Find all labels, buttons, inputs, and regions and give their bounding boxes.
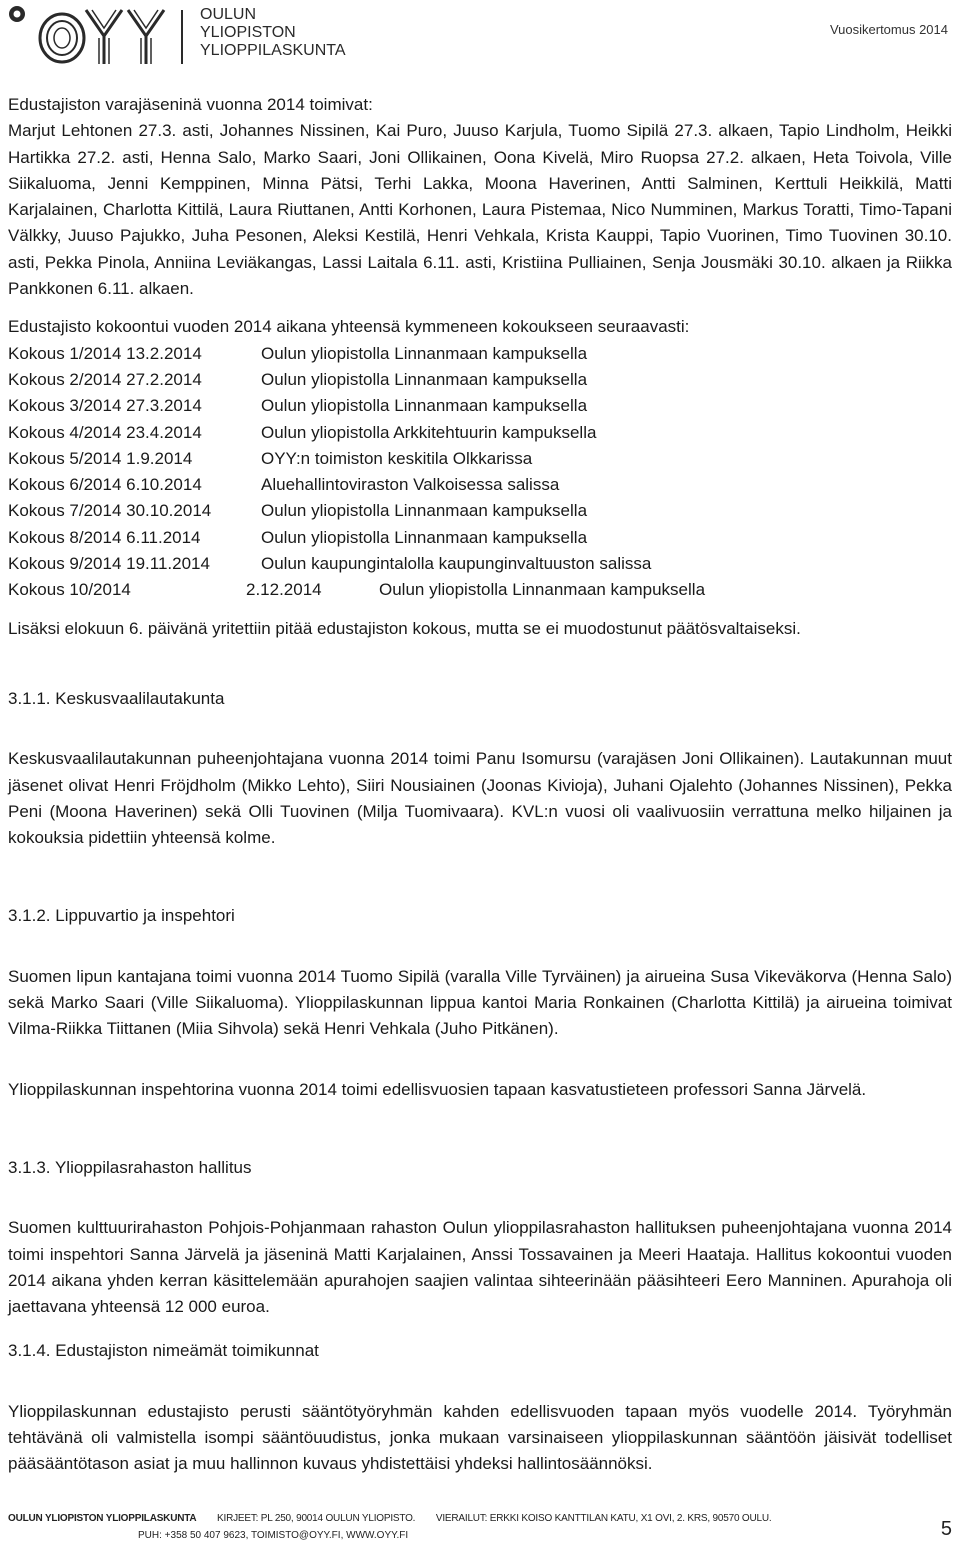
section-3-1-1-text: Keskusvaalilautakunnan puheenjohtajana vuonna 2014 toimi Panu Isomursu (varajäsen Joni Ollikainen). Lautakunnan muut jäsenet olivat Henri Fröjdholm (Mikko Lehto), Siiri Nousiainen (Joonas Kivioja), Juhani Ojalehto (Johannes Nissinen), Pekka Peni (Moona Haverinen) sekä Olli Tuovinen (Milja Tuomivaara). KVL:n vuosi oli vaalivuosiin verrattuna melko hiljainen ja kokouksia pidettiin yhteensä kolme. <box>8 749 952 848</box>
organization-name <box>200 6 346 60</box>
meeting-date: Kokous 8/2014 6.11.2014 <box>8 527 201 547</box>
page-number: 5 <box>940 1518 952 1540</box>
meeting-row <box>8 551 952 577</box>
footer-org-name: OULUN YLIOPISTON YLIOPPILASKUNTA <box>8 1513 197 1524</box>
meeting-date: Kokous 2/2014 27.2.2014 <box>8 369 202 389</box>
section-3-1-2-text-1: Suomen lipun kantajana toimi vuonna 2014 Tuomo Sipilä (varalla Ville Tyrväinen) ja airueina Susa Vikeväkorva (Henna Salo) sekä Marko Saari (Ville Siikaluoma). Ylioppilaskunnan lippua kantoi Maria Ronkainen (Charlotta Kittilä) ja airueina toimivat Vilma-Riikka Tiittanen (Miia Sihvola) sekä Henri Vehkala (Juho Pitkänen). <box>8 966 952 1039</box>
meeting-date: Kokous 5/2014 1.9.2014 <box>8 448 193 468</box>
meeting-row <box>8 472 952 498</box>
meeting-date: Kokous 4/2014 23.4.2014 <box>8 422 202 442</box>
meeting-place: Oulun yliopistolla Linnanmaan kampuksella <box>379 580 706 600</box>
meeting-date: 2.12.2014 <box>246 580 322 600</box>
section-3-1-1-heading: 3.1.1. Keskusvaalilautakunta <box>8 688 225 708</box>
meeting-row <box>8 446 952 472</box>
org-name-line-3: YLIOPPILASKUNTA <box>200 42 346 59</box>
section-3-1-4-heading: 3.1.4. Edustajiston nimeämät toimikunnat <box>8 1341 319 1361</box>
meeting-row <box>8 393 952 419</box>
section-3-1-2-text-2: Ylioppilaskunnan inspehtorina vuonna 2014 toimi edellisvuosien tapaan kasvatustieteen professori Sanna Järvelä. <box>8 1079 867 1099</box>
meeting-row <box>8 525 952 551</box>
page-footer <box>8 1513 952 1541</box>
meeting-place: Oulun kaupungintalolla kaupunginvaltuuston salissa <box>261 554 652 574</box>
meeting-row-last <box>8 577 952 603</box>
meetings-list <box>8 341 952 604</box>
section-3-1-3-heading: 3.1.3. Ylioppilasrahaston hallitus <box>8 1157 252 1177</box>
footer-contact: PUH: +358 50 407 9623, TOIMISTO@OYY.FI, WWW.OYY.FI <box>138 1530 409 1541</box>
meetings-intro: Edustajisto kokoontui vuoden 2014 aikana yhteensä kymmeneen kokoukseen seuraavasti: <box>8 317 690 337</box>
org-name-line-1: OULUN <box>200 6 257 23</box>
section-3-1-2-heading: 3.1.2. Lippuvartio ja inspehtori <box>8 906 235 926</box>
footer-mail-address: KIRJEET: PL 250, 90014 OULUN YLIOPISTO. <box>217 1513 416 1524</box>
meeting-place: Oulun yliopistolla Linnanmaan kampuksella <box>261 343 588 363</box>
meeting-date: Kokous 1/2014 13.2.2014 <box>8 343 202 363</box>
org-name-line-2: YLIOPISTON <box>200 24 296 41</box>
meeting-place: OYY:n toimiston keskitila Olkkarissa <box>261 448 533 468</box>
meeting-place: Oulun yliopistolla Linnanmaan kampuksella <box>261 396 588 416</box>
meeting-row <box>8 420 952 446</box>
meeting-row <box>8 498 952 524</box>
meetings-note: Lisäksi elokuun 6. päivänä yritettiin pitää edustajiston kokous, mutta se ei muodostunut päätösvaltaiseksi. <box>8 618 801 638</box>
section-3-1-4-text: Ylioppilaskunnan edustajisto perusti sääntötyöryhmän kahden edellisvuoden tapaan myös vuodelle 2014. Työryhmän tehtävänä oli valmistella isompi sääntöuudistus, jonka mukaan varsinaiseen ylioppilaskunnan sääntöön jäisivät todelliset pääsääntötason asiat ja muu hallinnon kuvaus yhdistettäisi yhdeksi hallintosäännöksi. <box>8 1401 952 1474</box>
meeting-date: Kokous 7/2014 30.10.2014 <box>8 501 212 521</box>
deputies-heading: Edustajiston varajäseninä vuonna 2014 toimivat: <box>8 95 373 114</box>
report-title: Vuosikertomus 2014 <box>829 22 948 37</box>
meeting-date: Kokous 6/2014 6.10.2014 <box>8 475 202 495</box>
meeting-place: Oulun yliopistolla Linnanmaan kampuksella <box>261 369 588 389</box>
deputies-text: Marjut Lehtonen 27.3. asti, Johannes Nissinen, Kai Puro, Juuso Karjula, Tuomo Sipilä 27.3. alkaen, Tapio Lindholm, Heikki Hartikka 27.2. asti, Henna Salo, Marko Saari, Joni Ollikainen, Oona Kivelä, Miro Ruopsa 27.2. alkaen, Heta Toivola, Ville Siikaluoma, Jenni Kemppinen, Minna Pätsi, Terhi Lakka, Moona Haverinen, Antti Salminen, Kerttuli Heikkilä, Matti Karjalainen, Charlotta Kittilä, Laura Riuttanen, Antti Korhonen, Laura Pistemaa, Nico Numminen, Markus Toratti, Timo-Tapani Välkky, Juuso Pajukko, Juha Pesonen, Aleksi Kestilä, Henri Vehkala, Krista Kauppi, Tapio Vuorinen, Timo Tuovinen 30.10. asti, Pekka Pinola, Anniina Leviäkangas, Lassi Laitala 6.11. asti, Kristiina Pulliainen, Senja Jousmäki 30.10. alkaen ja Riikka Pankkonen 6.11. alkaen. <box>8 121 952 299</box>
meeting-date: Kokous 9/2014 19.11.2014 <box>8 554 210 574</box>
meeting-date: Kokous 3/2014 27.3.2014 <box>8 396 202 416</box>
section-3-1-3-text: Suomen kulttuurirahaston Pohjois-Pohjanmaan rahaston Oulun ylioppilasrahaston hallituksen puheenjohtajana vuonna 2014 toimi inspehtori Sanna Järvelä ja jäseninä Matti Karjalainen, Anssi Tossavainen ja Meeri Haataja. Hallitus kokoontui vuoden 2014 aikana yhden kerran käsittelemään apurahojen saajien valintaa sihteerinään pääsihteeri Eero Manninen. Apurahoja oli jaettavana yhteensä 12 000 euroa. <box>8 1218 952 1317</box>
meeting-row <box>8 367 952 393</box>
meeting-number: Kokous 10/2014 <box>8 580 131 600</box>
document-body <box>8 92 952 1478</box>
meeting-place: Oulun yliopistolla Linnanmaan kampuksella <box>261 501 588 521</box>
meeting-place: Oulun yliopistolla Arkkitehtuurin kampuksella <box>261 422 597 442</box>
meeting-place: Oulun yliopistolla Linnanmaan kampuksella <box>261 527 588 547</box>
footer-visit-address: VIERAILUT: ERKKI KOISO KANTTILAN KATU, X1 OVI, 2. KRS, 90570 OULU. <box>435 1513 772 1524</box>
meeting-place: Aluehallintoviraston Valkoisessa salissa <box>261 475 560 495</box>
oyy-logo-icon <box>6 2 186 66</box>
meeting-row <box>8 341 952 367</box>
page-header <box>0 0 960 70</box>
